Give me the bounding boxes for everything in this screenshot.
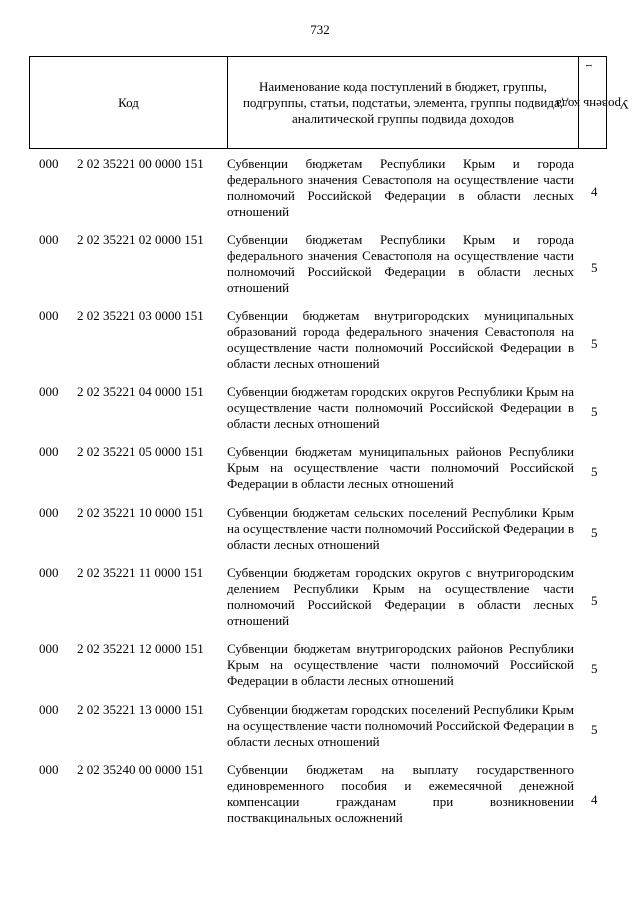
header-level-label: Уровень кода [556, 97, 630, 113]
row-prefix: 000 [39, 384, 59, 399]
row-name: Субвенции бюджетам городских округов с внутригородским делением Республики Крым на осуществление части полномочий Российской Федерации в области лесных отношений [227, 565, 574, 628]
row-name: Субвенции бюджетам Республики Крым и города федерального значения Севастополя на осуществление части полномочий Российской Федерации в области лесных отношений [227, 232, 574, 295]
header-code: Код [30, 57, 228, 148]
page-number: 732 [310, 22, 330, 37]
header-name: Наименование кода поступлений в бюджет, группы, подгруппы, статьи, подстатьи, элемента, группы подвида, аналитической группы подвида доходов [228, 57, 579, 148]
row-prefix: 000 [39, 505, 59, 520]
row-prefix: 000 [39, 641, 59, 656]
row-code: 2 02 35221 03 0000 151 [77, 308, 204, 323]
row-code: 2 02 35221 11 0000 151 [77, 565, 204, 580]
row-name: Субвенции бюджетам городских округов Республики Крым на осуществление части полномочий Российской Федерации в области лесных отношений [227, 384, 574, 431]
row-prefix: 000 [39, 308, 59, 323]
row-code: 2 02 35221 00 0000 151 [77, 156, 204, 171]
row-code: 2 02 35221 10 0000 151 [77, 505, 204, 520]
row-prefix: 000 [39, 444, 59, 459]
row-prefix: 000 [39, 565, 59, 580]
row-level: 5 [591, 661, 598, 676]
row-code: 2 02 35221 13 0000 151 [77, 702, 204, 717]
header-level [556, 57, 630, 148]
row-name: Субвенции бюджетам городских поселений Республики Крым на осуществление части полномочий Российской Федерации в области лесных отношений [227, 702, 574, 749]
row-level: 5 [591, 593, 598, 608]
row-level: 5 [591, 722, 598, 737]
row-prefix: 000 [39, 156, 59, 171]
row-name: Субвенции бюджетам внутригородских муниципальных образований города федерального значения Севастополя на осуществление части полномочий Российской Федерации в области лесных отношений [227, 308, 574, 371]
row-level: 5 [591, 404, 598, 419]
row-name: Субвенции бюджетам сельских поселений Республики Крым на осуществление части полномочий Российской Федерации в области лесных отношений [227, 505, 574, 552]
row-code: 2 02 35221 04 0000 151 [77, 384, 204, 399]
row-name: Субвенции бюджетам муниципальных районов Республики Крым на осуществление части полномочий Российской Федерации в области лесных отношений [227, 444, 574, 491]
row-name: Субвенции бюджетам внутригородских районов Республики Крым на осуществление части полномочий Российской Федерации в области лесных отношений [227, 641, 574, 688]
row-level: 4 [591, 792, 598, 807]
row-code: 2 02 35221 05 0000 151 [77, 444, 204, 459]
row-name: Субвенции бюджетам Республики Крым и города федерального значения Севастополя на осуществление части полномочий Российской Федерации в области лесных отношений [227, 156, 574, 219]
table-header [29, 56, 630, 149]
row-prefix: 000 [39, 702, 59, 717]
row-prefix: 000 [39, 232, 59, 247]
row-prefix: 000 [39, 762, 59, 777]
header-level-footnote: 1 [584, 63, 594, 68]
row-code: 2 02 35221 12 0000 151 [77, 641, 204, 656]
row-level: 5 [591, 525, 598, 540]
row-level: 4 [591, 184, 598, 199]
row-level: 5 [591, 260, 598, 275]
row-level: 5 [591, 464, 598, 479]
row-code: 2 02 35240 00 0000 151 [77, 762, 204, 777]
row-code: 2 02 35221 02 0000 151 [77, 232, 204, 247]
row-level: 5 [591, 336, 598, 351]
row-name: Субвенции бюджетам на выплату государственного единовременного пособия и ежемесячной денежной компенсации гражданам при возникновении поствакцинальных осложнений [227, 762, 574, 825]
